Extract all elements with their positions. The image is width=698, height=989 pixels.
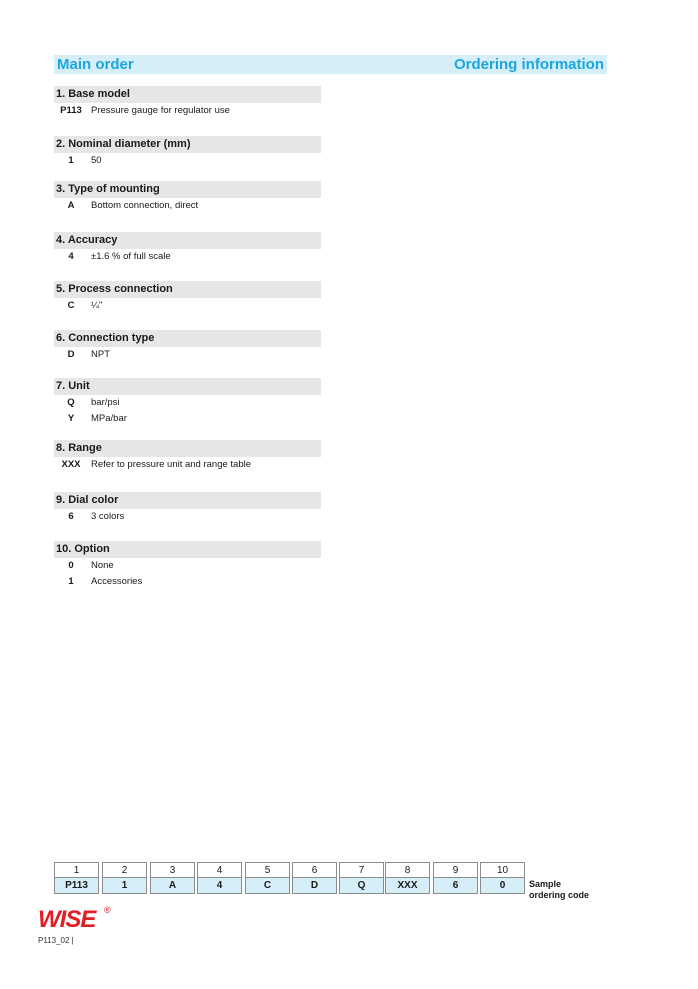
sample-ordering-code-label [529, 879, 589, 901]
code-column [197, 862, 242, 894]
code-column [102, 862, 147, 894]
code-position: 2 [102, 862, 147, 878]
code-column [339, 862, 384, 894]
section-base-model [54, 86, 321, 119]
option-desc: Refer to pressure unit and range table [91, 459, 252, 470]
code-value: 6 [433, 878, 478, 894]
option-row [54, 347, 321, 363]
section-title: 5. Process connection [54, 281, 321, 298]
option-code: 4 [68, 251, 74, 262]
section-title: 7. Unit [54, 378, 321, 395]
code-value: D [292, 878, 337, 894]
registered-mark: ® [104, 905, 111, 915]
code-position: 6 [292, 862, 337, 878]
option-desc: Pressure gauge for regulator use [91, 105, 230, 116]
section-title: 1. Base model [54, 86, 321, 103]
option-code: Q [67, 397, 75, 408]
code-position: 3 [150, 862, 195, 878]
code-value: C [245, 878, 290, 894]
code-position: 10 [480, 862, 525, 878]
code-column [54, 862, 99, 894]
code-column [385, 862, 430, 894]
code-column [433, 862, 478, 894]
option-desc: 50 [91, 155, 102, 166]
option-desc: ±1.6 % of full scale [91, 251, 171, 262]
code-column [150, 862, 195, 894]
option-row [54, 103, 321, 119]
code-value: 4 [197, 878, 242, 894]
code-column [292, 862, 337, 894]
option-desc: MPa/bar [91, 413, 127, 424]
code-value: A [150, 878, 195, 894]
option-row [54, 198, 321, 214]
option-desc: ¼" [91, 300, 103, 311]
option-desc: Accessories [91, 576, 143, 587]
option-code: P113 [60, 105, 82, 116]
section-title: 6. Connection type [54, 330, 321, 347]
code-position: 8 [385, 862, 430, 878]
code-value: Q [339, 878, 384, 894]
option-desc: bar/psi [91, 397, 120, 408]
option-row [54, 395, 321, 411]
option-code: C [67, 300, 75, 311]
section-title: 3. Type of mounting [54, 181, 321, 198]
option-row [54, 457, 321, 473]
section-connection-type [54, 330, 321, 363]
document-code: P113_02 | [38, 936, 74, 945]
option-code: XXX [61, 459, 81, 470]
option-code: A [67, 200, 75, 211]
sample-label-line2: ordering code [529, 890, 590, 900]
option-row [54, 509, 321, 525]
code-position: 1 [54, 862, 99, 878]
option-code: 0 [68, 560, 74, 571]
wise-logo: WISE [38, 906, 96, 933]
option-code: 1 [68, 576, 74, 587]
section-title: 9. Dial color [54, 492, 321, 509]
option-desc: 3 colors [91, 511, 125, 522]
header-right-title: Ordering information [454, 56, 604, 73]
sample-label-line1: Sample [529, 879, 562, 889]
section-title: 2. Nominal diameter (mm) [54, 136, 321, 153]
option-code: 6 [68, 511, 74, 522]
code-column [245, 862, 290, 894]
section-type-of-mounting [54, 181, 321, 214]
section-process-connection [54, 281, 321, 314]
section-accuracy [54, 232, 321, 265]
option-code: Y [67, 413, 75, 424]
code-value: 1 [102, 878, 147, 894]
section-dial-color [54, 492, 321, 525]
code-value: 0 [480, 878, 525, 894]
section-title: 4. Accuracy [54, 232, 321, 249]
code-value: P113 [54, 878, 99, 894]
section-unit [54, 378, 321, 427]
option-desc: Bottom connection, direct [91, 200, 199, 211]
code-position: 7 [339, 862, 384, 878]
code-value: XXX [385, 878, 430, 894]
section-title: 8. Range [54, 440, 321, 457]
header-bar [54, 55, 607, 74]
option-row [54, 558, 321, 574]
option-code: 1 [68, 155, 74, 166]
option-row [54, 411, 321, 427]
option-row [54, 574, 321, 590]
option-desc: None [91, 560, 114, 571]
section-nominal-diameter [54, 136, 321, 169]
section-option [54, 541, 321, 590]
code-column [480, 862, 525, 894]
section-range [54, 440, 321, 473]
option-row [54, 153, 321, 169]
option-row [54, 249, 321, 265]
option-desc: NPT [91, 349, 110, 360]
code-position: 9 [433, 862, 478, 878]
code-position: 5 [245, 862, 290, 878]
option-code: D [67, 349, 75, 360]
section-title: 10. Option [54, 541, 321, 558]
header-left-title: Main order [57, 56, 134, 73]
option-row [54, 298, 321, 314]
code-position: 4 [197, 862, 242, 878]
